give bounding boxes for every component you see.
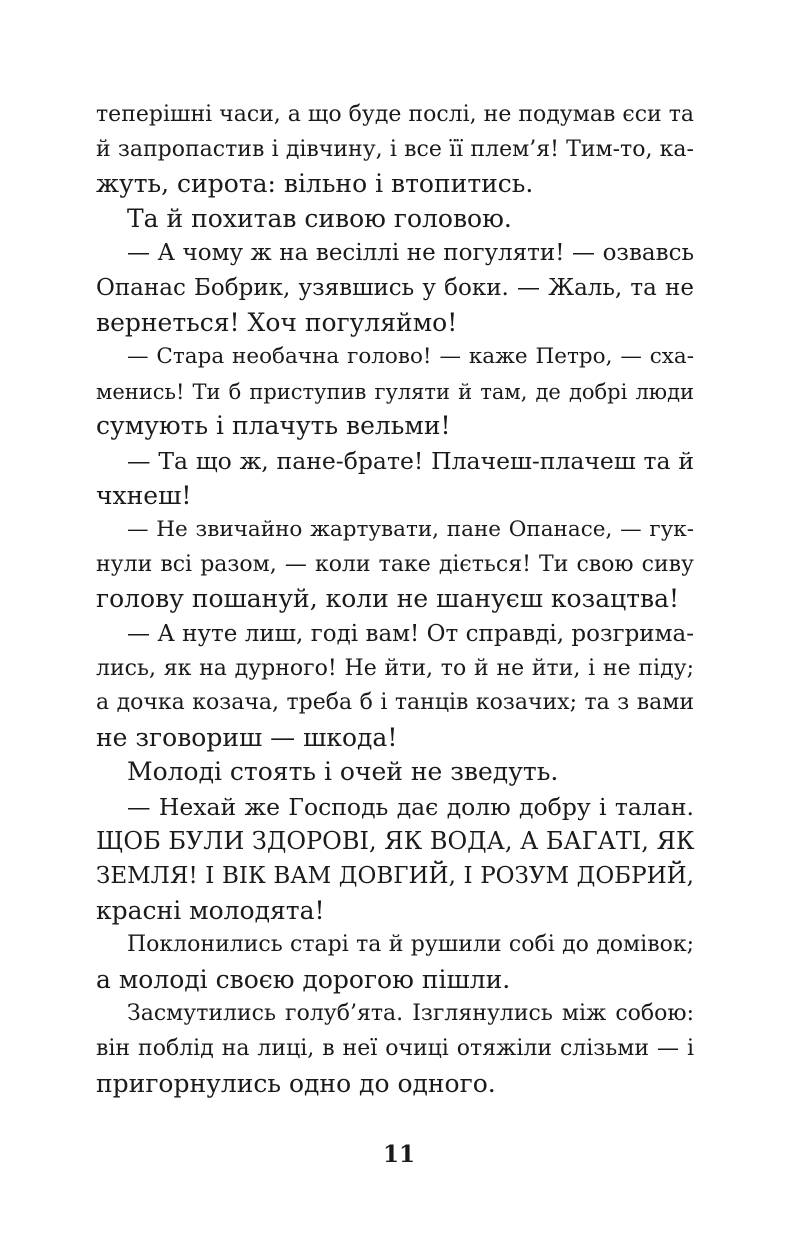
text-line: лись, як на дурного! Не йти, то й не йти, і не піду; [96,655,694,681]
text-line: й запропастив і дівчину, і все її плем’я! Тим-то, ка- [96,136,694,162]
text-line: Молоді стоять і очей не зведуть. [127,757,559,787]
text-line: — А чому ж на весіллі не погуляти! — озвавсь [127,240,694,267]
text-line: — Нехай же Господь дає долю добру і талан. [127,792,694,821]
text-line: Поклонились старі та й рушили собі до домівок; [127,932,694,958]
text-line: красні молодята! [96,895,325,925]
text-line: — Та що ж, пане-брате! Плачеш-плачеш та й [127,446,694,475]
text-line: вернеться! Хоч погуляймо! [96,307,458,337]
text-line: Та й похитав сивою головою. [127,203,512,233]
text-line: голову пошануй, коли не шануєш козацтва! [96,584,680,614]
text-line: теперішні часи, а що буде послі, не подумав єси та [96,102,694,127]
text-line: жуть, сирота: вільно і втопитись. [96,169,534,199]
body-text [96,98,694,1101]
text-line: менись! Ти б приступив гуляти й там, де добрі люди [96,379,694,404]
text-line: — А нуте лиш, годі вам! От справді, розгрима- [127,620,694,647]
text-line: а молоді своєю дорогою пішли. [96,964,511,994]
text-line: а дочка козача, треба б і танців козачих; та з вами [96,690,694,716]
text-line: Засмутились голуб’ята. Ізглянулись між собою: [127,1001,694,1027]
text-line: — Стара необачна голово! — каже Петро, — сха- [127,344,694,370]
text-line: — Не звичайно жартувати, пане Опанасе, — гук- [127,517,694,543]
text-line: він поблід на лиці, в неї очиці отяжіли слізьми — і [96,1036,694,1062]
text-line: ЗЕМЛЯ! І ВІК ВАМ ДОВГИЙ, І РОЗУМ ДОБРИЙ, [96,863,694,890]
text-line: ЩОБ БУЛИ ЗДОРОВІ, ЯК ВОДА, А БАГАТІ, ЯК [96,827,695,856]
page-number: 11 [382,1141,415,1168]
text-line: сумують і плачуть вельми! [96,411,451,441]
text-line: пригорнулись одно до одного. [96,1068,496,1098]
text-line: не зговориш — шкода! [96,722,398,752]
text-line: Опанас Бобрик, узявшись у боки. — Жаль, та не [96,274,694,301]
text-line: нули всі разом, — коли таке діється! Ти свою сиву [96,551,694,577]
text-line: чхнеш! [96,480,192,510]
